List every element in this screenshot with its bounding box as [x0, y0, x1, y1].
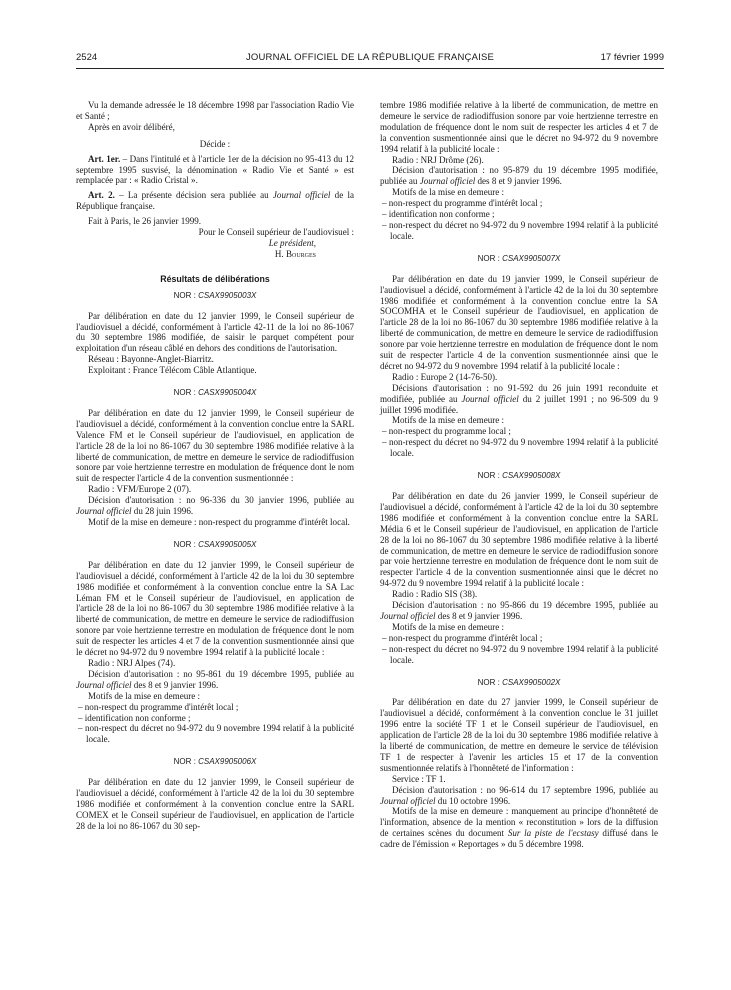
paragraph — [380, 600, 658, 622]
journal-ref: Journal officiel — [272, 190, 331, 201]
signature-title — [76, 238, 354, 249]
paragraph: Service : TF 1. — [392, 773, 446, 784]
decide-heading: Décide : — [199, 138, 231, 149]
journal-ref: Journal officiel — [76, 506, 132, 517]
paragraph — [380, 165, 658, 187]
paragraph: Motifs de la mise en demeure : — [392, 415, 505, 426]
nor-code: CSAX9905002X — [502, 677, 561, 687]
nor-label: NOR : — [477, 677, 503, 687]
nor-label: NOR : — [173, 290, 199, 300]
list-item: – identification non conforme ; — [78, 712, 191, 723]
text: du 10 octobre 1996. — [435, 795, 511, 806]
nor-code: CASX9905004X — [198, 388, 257, 398]
signature-name-text: H. Bourges — [274, 248, 316, 259]
article-text: – La présente décision sera publiée au — [114, 190, 273, 201]
section-title: Résultats de délibérations — [160, 273, 270, 284]
nor-reference — [380, 471, 658, 482]
list-item: – non-respect du décret no 94-972 du 9 novembre 1994 relatif à la publicité locale. — [382, 219, 658, 241]
nor-code: CSAX9905005X — [198, 539, 257, 549]
paragraph — [76, 495, 354, 517]
issue-date: 17 février 1999 — [600, 52, 664, 63]
list-item: – non-respect du programme d'intérêt local ; — [78, 701, 239, 712]
article-text: – Dans l'intitulé et à l'article 1er de la décision no 95-413 du 12 septembre 1995 susvisé, la dénomination « Radio Vie et Santé » est remplacée par : « Radio Cristal ». — [76, 153, 354, 186]
paragraph — [380, 785, 658, 807]
list-item: – identification non conforme ; — [382, 209, 495, 220]
paragraph: Par délibération en date du 12 janvier 1999, le Conseil supérieur de l'audiovisuel a décidé, conformément à l'article 42 de la loi du 30 septembre 1986 modifiée et conformément à la convention conclue entre la SARL COMEX et le Conseil supérieur de l'audiovisuel, en application de l'article 28 de la loi no 86-1067 du 30 sep- — [76, 777, 354, 831]
paragraph: Motif de la mise en demeure : non-respect du programme d'intérêt local. — [88, 517, 350, 527]
list-item: – non-respect du programme d'intérêt local ; — [382, 632, 543, 643]
paragraph — [380, 383, 658, 416]
text: diffusé dans le cadre de l'émission « Reportages » du 5 décembre 1998. — [380, 828, 659, 850]
text: Décision d'autorisation : no 95-866 du 19 décembre 1995, publiée au — [392, 600, 658, 611]
paragraph: Par délibération en date du 27 janvier 1999, le Conseil supérieur de l'audiovisuel a décidé, conformément à la convention conclue le 31 juillet 1996 entre la société TF 1 et le Conseil supérieur de l'audiovisuel, en application de l'article 28 de la loi du 30 septembre 1986 modifiée relative à la liberté de communication, de mettre en demeure le service de télévision TF 1 de respecter à l'avenir les articles 15 et 17 de la convention susmentionnée relatifs à l'honnêteté de l'information : — [380, 697, 658, 773]
paragraph: Radio : Europe 2 (14-76-50). — [392, 371, 498, 382]
paragraph: Motifs de la mise en demeure : — [88, 690, 201, 701]
text: du 2 juillet 1991 ; no 96-509 du 9 juillet 1996 modifiée. — [380, 393, 659, 415]
nor-reference — [76, 540, 354, 551]
paragraph: Par délibération en date du 26 janvier 1999, le Conseil supérieur de l'audiovisuel a décidé, conformément à l'article 42 de la loi du 30 septembre 1986 modifiée et conformément à la convention conclue entre la SARL Média 6 et le Conseil supérieur de l'audiovisuel, en application de l'article 28 de la loi no 86-1067 du 30 septembre 1986 modifiée relative à la liberté de communication, de mettre en demeure le service de radiodiffusion sonore par voie hertzienne terrestre en modulation de fréquence dont le nom suit de respecter l'article 4 de la convention susmentionnée ainsi que le décret no 94-972 du 9 novembre 1994 relatif à la publicité locale : — [380, 491, 658, 589]
journal-ref: Journal officiel — [76, 679, 132, 690]
paragraph: Réseau : Bayonne-Anglet-Biarritz. — [88, 354, 214, 365]
text: Décision d'autorisation : no 96-336 du 30 janvier 1996, publiée au — [88, 495, 354, 506]
nor-code: CSAX9905006X — [198, 757, 257, 767]
nor-label: NOR : — [477, 471, 503, 481]
nor-label: NOR : — [477, 253, 503, 263]
paragraph: Par délibération en date du 12 janvier 1999, le Conseil supérieur de l'audiovisuel a décidé, conformément à la convention conclue entre la SARL Valence FM et le Conseil supérieur de l'audiovisuel, en application de l'article 28 de la loi no 86-1067 du 30 septembre 1986 modifiée relative à la liberté de communication, de mettre en demeure le service de radiodiffusion sonore par voie hertzienne terrestre en modulation de fréquence dont le nom suit de respecter l'article 4 de la convention susmentionnée : — [76, 407, 354, 484]
text: Décisions d'autorisation : no 91-592 du 26 juin 1991 reconduite et modifiée, publiée au — [380, 382, 658, 404]
paragraph: Après en avoir délibéré, — [88, 121, 175, 132]
text: du 28 juin 1996. — [131, 506, 194, 517]
text: Décision d'autorisation : no 95-861 du 19 décembre 1995, publiée au — [88, 668, 354, 679]
paragraph: Radio : VFM/Europe 2 (07). — [88, 484, 192, 495]
nor-label: NOR : — [173, 388, 199, 398]
nor-code: CSAX9905008X — [502, 471, 561, 481]
text: des 8 et 9 janvier 1996. — [435, 610, 523, 621]
fait-a-paris: Fait à Paris, le 26 janvier 1999. — [88, 216, 202, 227]
journal-ref: Journal officiel — [380, 610, 436, 621]
paragraph: Motifs de la mise en demeure : — [392, 621, 505, 632]
article-label: Art. 2. — [88, 190, 115, 201]
nor-label: NOR : — [173, 539, 199, 549]
right-column — [380, 100, 658, 850]
list-item: – non-respect du programme d'intérêt local ; — [382, 198, 543, 209]
paragraph: Par délibération en date du 12 janvier 1999, le Conseil supérieur de l'audiovisuel a décidé, conformément à l'article 42-11 de la loi no 86-1067 du 30 septembre 1986 modifiée, de saisir le parquet compétent pour exploitation d'un réseau câblé en dehors des conditions de l'autorisation. — [76, 310, 354, 354]
paragraph: Vu la demande adressée le 18 décembre 1998 par l'association Radio Vie et Santé ; — [76, 100, 354, 121]
list-item: – non-respect du programme local ; — [382, 426, 511, 437]
text: Motifs de la mise en demeure : manquement au principe d'honnêteté de l'information, absence de la mention « reconstitution » lors de la diffusion de certaines scènes du document — [380, 806, 658, 839]
signature-line: Pour le Conseil supérieur de l'audiovisuel : — [198, 227, 354, 238]
nor-reference — [76, 388, 354, 399]
article-2 — [76, 190, 354, 212]
nor-label: NOR : — [173, 757, 199, 767]
left-column — [76, 100, 354, 832]
article-1 — [76, 154, 354, 187]
paragraph: Par délibération en date du 19 janvier 1999, le Conseil supérieur de l'audiovisuel a décidé, conformément à l'article 42 de la loi du 30 septembre 1986 modifiée et conformément à la convention conclue entre la SA SOCOMHA et le Conseil supérieur de l'audiovisuel, en application de l'article 28 de la loi no 86-1067 du 30 septembre 1986 modifiée relative à la liberté de communication, de mettre en demeure le service de radiodiffusion sonore par voie hertzienne terrestre en modulation de fréquence dont le nom suit de respecter l'article 4 de la convention susmentionnée ainsi que le décret no 94-972 du 9 novembre 1994 relatif à la publicité locale : — [380, 273, 658, 371]
nor-code: CSAX9905007X — [502, 253, 561, 263]
text: des 8 et 9 janvier 1996. — [475, 176, 562, 187]
paragraph: Radio : NRJ Alpes (74). — [88, 657, 176, 668]
text: Décision d'autorisation : no 96-614 du 17 septembre 1996, publiée au — [392, 784, 658, 795]
paragraph: Motifs de la mise en demeure : — [392, 187, 505, 198]
text: des 8 et 9 janvier 1996. — [131, 679, 219, 690]
paragraph: Par délibération en date du 12 janvier 1999, le Conseil supérieur de l'audiovisuel a décidé, conformément à l'article 42 de la loi du 30 septembre 1986 modifiée et conformément à la convention conclue entre la SA Lac Léman FM et le Conseil supérieur de l'audiovisuel, en application de l'article 28 de la loi no 86-1067 du 30 septembre 1986 modifiée relative à la liberté de communication, de mettre en demeure le service de radiodiffusion sonore par voie hertzienne terrestre en modulation de fréquence dont le nom suit de respecter les articles 4 et 7 de la convention susmentionnée ainsi que le décret no 94-972 du 9 novembre 1994 relatif à la publicité locale : — [76, 559, 354, 658]
document-title: Sur la piste de l'ecstasy — [507, 828, 599, 839]
paragraph: tembre 1986 modifiée relative à la liberté de communication, de mettre en demeure le service de radiodiffusion sonore par voie hertzienne terrestre en modulation de fréquence dont le nom suit de respecter les articles 4 et 7 de la convention susmentionnée ainsi que le décret no 94-972 du 9 novembre 1994 relatif à la publicité locale : — [380, 100, 658, 154]
signature-title-text: Le président, — [268, 237, 316, 248]
list-item: – non-respect du décret no 94-972 du 9 novembre 1994 relatif à la publicité locale. — [382, 643, 658, 665]
journal-ref: Journal officiel — [461, 393, 519, 404]
journal-ref: Journal officiel — [380, 795, 436, 806]
list-item: – non-respect du décret no 94-972 du 9 novembre 1994 relatif à la publicité locale. — [382, 437, 658, 459]
nor-code: CSAX9905003X — [198, 290, 257, 300]
nor-reference — [76, 291, 354, 302]
nor-reference — [380, 678, 658, 689]
paragraph: Radio : Radio SIS (38). — [392, 589, 478, 600]
nor-reference — [76, 757, 354, 768]
header-rule — [76, 68, 664, 69]
nor-reference — [380, 254, 658, 265]
text: Décision d'autorisation : no 95-879 du 19 décembre 1995 modifiée, publiée au — [380, 165, 658, 187]
list-item: – non-respect du décret no 94-972 du 9 novembre 1994 relatif à la publicité locale. — [78, 723, 354, 745]
paragraph: Radio : NRJ Drôme (26). — [392, 154, 484, 165]
journal-title: JOURNAL OFFICIEL DE LA RÉPUBLIQUE FRANÇAISE — [245, 52, 495, 63]
paragraph: Exploitant : France Télécom Câble Atlantique. — [88, 365, 257, 376]
paragraph — [76, 669, 354, 691]
signature-name — [76, 249, 354, 260]
page-number: 2524 — [76, 52, 98, 63]
journal-ref: Journal officiel — [419, 176, 476, 187]
paragraph — [380, 806, 658, 850]
page-header — [76, 52, 664, 68]
article-label: Art. 1er. — [88, 153, 121, 164]
article-text: de la République française. — [76, 190, 354, 212]
